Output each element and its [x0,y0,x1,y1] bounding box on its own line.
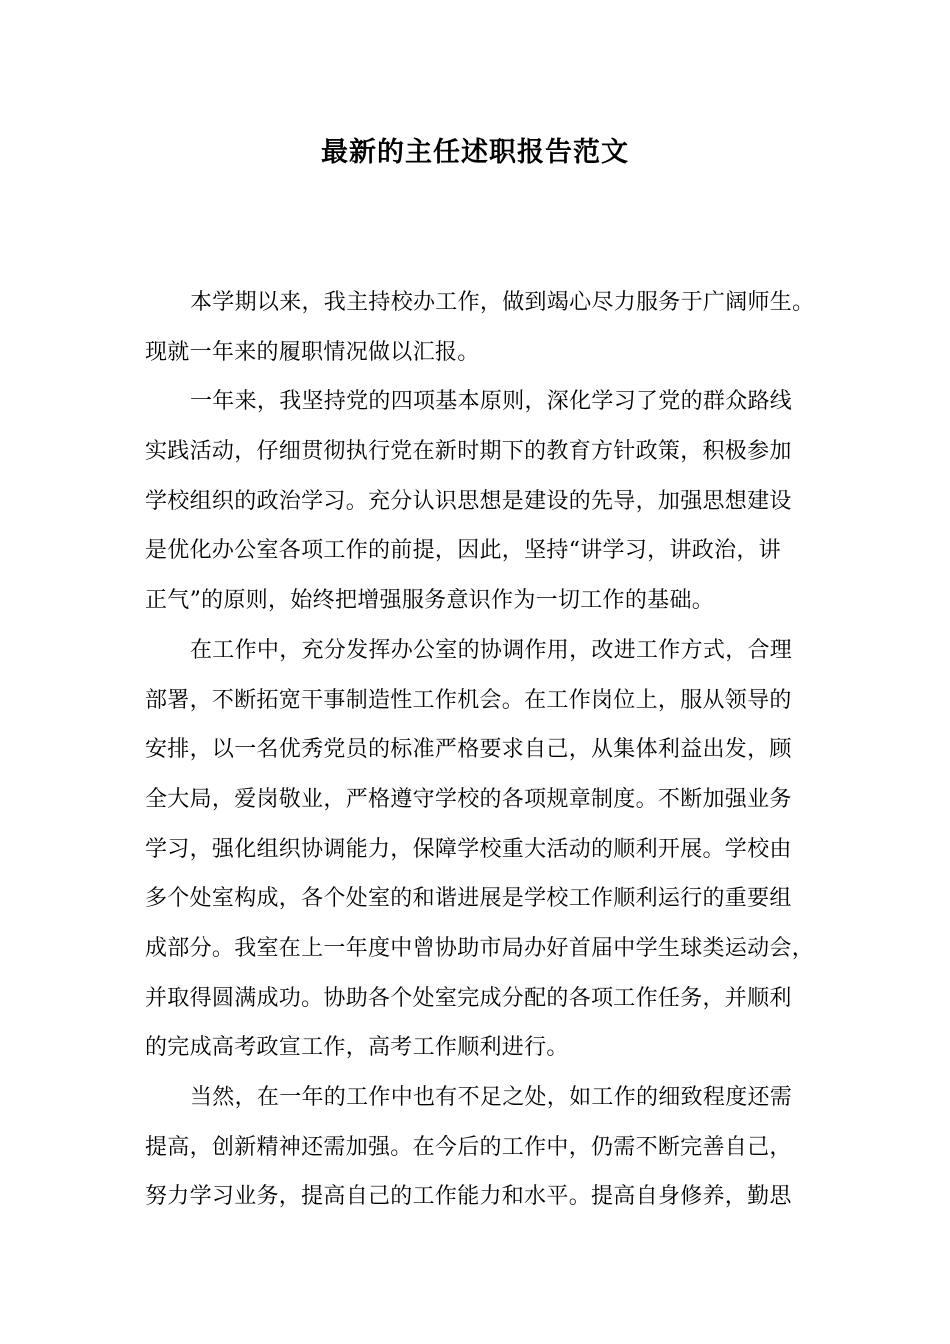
body-line: 现就一年来的履职情况做以汇报。 [145,339,480,365]
body-line: 学校组织的政治学习。充分认识思想是建设的先导，加强思想建设 [145,488,792,514]
body-line: 一年来，我坚持党的四项基本原则，深化学习了党的群众路线 [190,389,793,415]
body-line: 并取得圆满成功。协助各个处室完成分配的各项工作任务，并顺利 [145,985,792,1011]
body-line: 部署，不断拓宽干事制造性工作机会。在工作岗位上，服从领导的 [145,687,792,713]
body-line: 正气”的原则，始终把增强服务意识作为一切工作的基础。 [145,588,715,614]
body-line: 在工作中，充分发挥办公室的协调作用，改进工作方式，合理 [190,637,793,663]
body-line: 实践活动，仔细贯彻执行党在新时期下的教育方针政策，积极参加 [145,439,792,465]
body-line: 提高，创新精神还需加强。在今后的工作中，仍需不断完善自己， [145,1134,792,1160]
body-line: 是优化办公室各项工作的前提，因此，坚持“讲学习，讲政治，讲 [145,538,781,564]
body-line: 多个处室构成，各个处室的和谐进展是学校工作顺利运行的重要组 [145,886,792,912]
body-line: 学习，强化组织协调能力，保障学校重大活动的顺利开展。学校由 [145,836,792,862]
body-line: 努力学习业务，提高自己的工作能力和水平。提高自身修养，勤思 [145,1184,792,1210]
document-title: 最新的主任述职报告范文 [321,137,629,168]
body-line: 全大局，爱岗敬业，严格遵守学校的各项规章制度。不断加强业务 [145,786,792,812]
body-line: 成部分。我室在上一年度中曾协助市局办好首届中学生球类运动会， [145,935,815,961]
body-line: 当然，在一年的工作中也有不足之处，如工作的细致程度还需 [190,1085,793,1110]
body-line: 安排，以一名优秀党员的标准严格要求自己，从集体利益出发，顾 [145,737,792,763]
document-body [145,278,825,1222]
body-line: 本学期以来，我主持校办工作，做到竭心尽力服务于广阔师生。 [190,290,815,315]
body-line: 的完成高考政宣工作，高考工作顺利进行。 [145,1035,569,1061]
